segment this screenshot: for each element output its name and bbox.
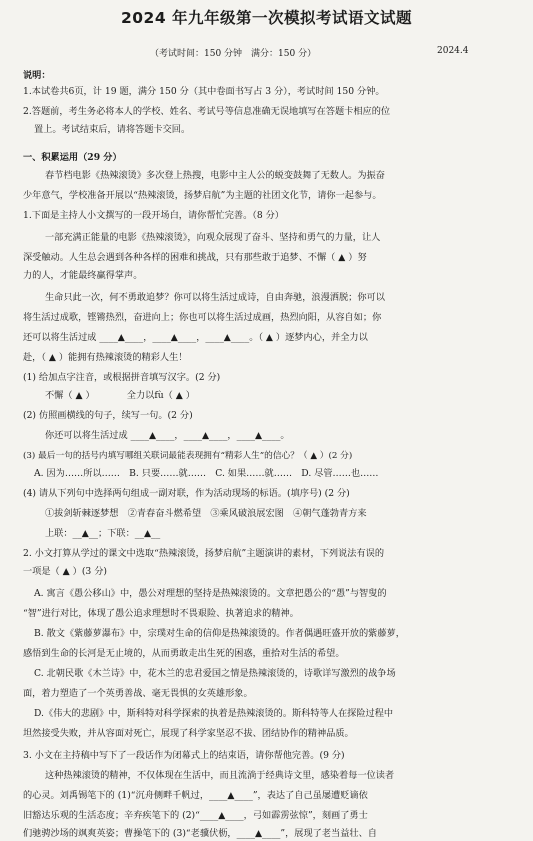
exam-info: （考试时间：150 分钟 满分：150 分） <box>150 49 317 59</box>
choice-option: “智”进行对比，体现了愚公追求理想时不畏艰险、执著追求的精神。 <box>23 608 299 619</box>
instruction-line: 2.答题前，考生务必将本人的学校、姓名、考试号等信息准确无误地填写在答题卡相应的位 <box>23 106 391 117</box>
question-prompt: 一项是（ ▲ ）(3 分) <box>23 566 107 577</box>
choice-option: A. 寓言《愚公移山》中，愚公对理想的坚持是热辣滚烫的。文章把愚公的“愚”与智叟的 <box>34 588 387 599</box>
question-prompt: 1.下面是主持人小文撰写的一段开场白，请你帮忙完善。（8 分） <box>23 210 284 221</box>
instruction-line: 置上。考试结束后，请将答题卡交回。 <box>34 124 191 135</box>
passage-line: 的心灵。刘禹锡笔下的 (1)“沉舟侧畔千帆过，____▲____”，表达了自己虽屡遭贬谪依 <box>23 790 368 801</box>
choice-option: B. 散文《紫藤萝瀑布》中，宗璞对生命的信仰是热辣滚烫的。作者偶遇旺盛开放的紫藤萝， <box>34 628 405 639</box>
question-prompt: 2. 小文打算从学过的课文中选取“热辣滚烫，扬梦启航”主题演讲的素材，下列说法有误的 <box>23 548 385 559</box>
sub-question: (3) 最后一句的括号内填写哪组关联词最能表现拥有“精彩人生”的信心？（ ▲ ）(2 分) <box>23 451 353 461</box>
choice-option: C. 北朝民歌《木兰诗》中，花木兰的忠君爱国之情是热辣滚烫的，诗歌详写激烈的战争场 <box>34 668 396 679</box>
choice-options: ①拔剑斩棘逐梦想 ②青春奋斗燃希望 ③乘风破浪展宏图 ④朝气蓬勃青方来 <box>45 508 367 519</box>
passage-line: 赴，（ ▲ ）能拥有热辣滚烫的精彩人生！ <box>23 352 188 363</box>
page-title: 2024 年九年级第一次模拟考试语文试题 <box>120 9 413 27</box>
sub-question: (4) 请从下列句中选择两句组成一副对联，作为活动现场的标语。(填序号) (2 分) <box>23 488 350 499</box>
instructions-heading: 说明： <box>23 70 51 81</box>
passage-line: 一部充满正能量的电影《热辣滚烫》，向观众展现了奋斗、坚持和勇气的力量，让人 <box>45 232 381 243</box>
passage-line: 旧豁达乐观的生活态度；辛弃疾笔下的 (2)“____▲____，弓如霹雳弦惊”，刻画了勇士 <box>23 810 368 821</box>
answer-line: 你还可以将生活过成 ____▲____，____▲____，____▲____。 <box>45 430 290 441</box>
exam-date: 2024.4 <box>437 46 469 56</box>
instruction-line: 1.本试卷共6页，计 19 题，满分 150 分（其中卷面书写占 3 分），考试时间 150 分钟。 <box>23 86 385 97</box>
choice-options: A. 因为……所以…… B. 只要……就…… C. 如果……就…… D. 尽管……也…… <box>34 468 379 479</box>
passage-line: 还可以将生活过成 ____▲____，____▲____，____▲____。（ ▲ ）逐梦内心，并全力以 <box>23 332 368 343</box>
sub-question: (1) 给加点字注音，或根据拼音填写汉字。(2 分) <box>23 372 221 383</box>
passage-line: 们驰骋沙场的飒爽英姿；曹操笔下的 (3)“老骥伏枥，____▲____”，展现了老当益壮、自 <box>23 828 377 839</box>
answer-line: 上联：__▲__；下联：__▲__ <box>45 528 161 539</box>
section-heading: 一、积累运用（29 分） <box>23 152 122 163</box>
answer-line: 不懈（ ▲ ） 全力以fù（ ▲ ） <box>45 390 195 401</box>
passage-line: 深受触动。人生总会遇到各种各样的困难和挑战，只有那些敢于追梦、不懈（ ▲ ）努 <box>23 252 367 263</box>
passage-line: 生命只此一次，何不勇敢追梦？你可以将生活过成诗，自由奔驰，浪漫洒脱；你可以 <box>45 292 385 303</box>
choice-option: 坦然接受失败，并从容面对死亡，展现了科学家坚忍不拔、团结协作的精神品质。 <box>23 728 354 739</box>
passage-line: 春节档电影《热辣滚烫》多次登上热搜，电影中主人公的蜕变鼓舞了无数人。为振奋 <box>45 170 385 181</box>
passage-line: 这种热辣滚烫的精神，不仅体现在生活中，而且流淌于经典诗文里，感染着每一位读者 <box>45 770 395 781</box>
passage-line: 少年意气，学校准备开展以“热辣滚烫，扬梦启航”为主题的社团文化节，请你一起参与。 <box>23 190 382 201</box>
sub-question: (2) 仿照画横线的句子，续写一句。(2 分) <box>23 410 193 421</box>
choice-option: 感悟到生命的长河是无止境的，从而勇敢走出生死的困惑，重拾对生活的希望。 <box>23 648 345 659</box>
question-prompt: 3. 小文在主持稿中写下了一段话作为闭幕式上的结束语，请你帮他完善。(9 分) <box>23 750 345 761</box>
passage-line: 力的人，才能最终赢得掌声。 <box>23 270 143 281</box>
choice-option: 面，着力塑造了一个英勇善战、毫无畏惧的女英雄形象。 <box>23 688 253 699</box>
choice-option: D.《伟大的悲剧》中，斯科特对科学探索的执着是热辣滚烫的。斯科特等人在探险过程中 <box>34 708 394 719</box>
passage-line: 将生活过成歌，铿锵热烈，奋进向上；你也可以将生活过成画，热烈向阳，从容自如；你 <box>23 312 382 323</box>
